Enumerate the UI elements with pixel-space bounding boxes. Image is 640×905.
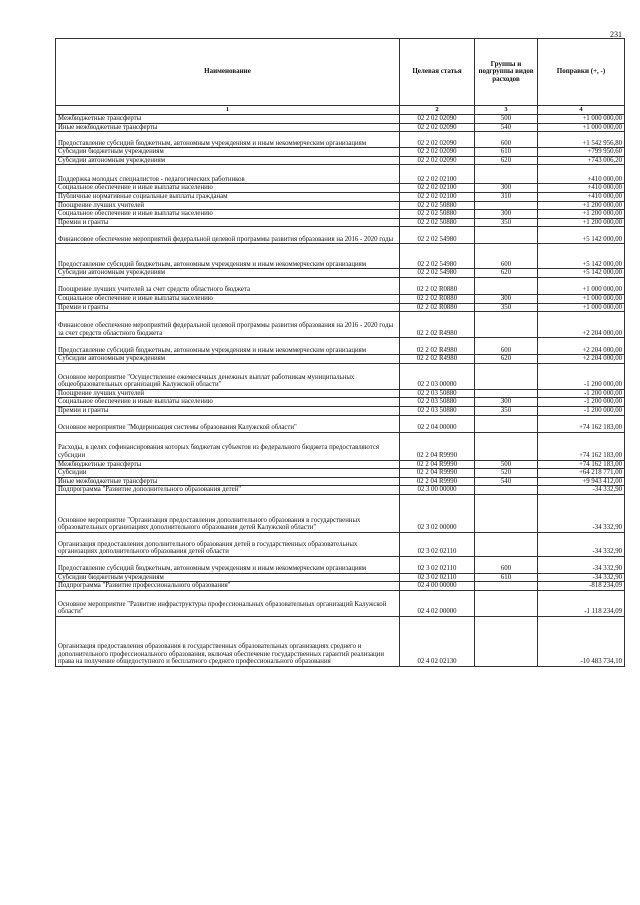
cell-target-code: 02 3 02 02110 xyxy=(400,573,475,582)
table-row xyxy=(56,201,625,210)
cell-target-code: 02 2 02 02090 xyxy=(400,156,475,165)
cell-name: Основное мероприятие "Развитие инфраструктуры профессиональных образовательных организаций Калужской области" xyxy=(56,591,400,617)
cell-amendment: -34 332,90 xyxy=(538,494,625,532)
cell-name: Социальное обеспечение и иные выплаты населению xyxy=(56,184,400,193)
cell-group xyxy=(475,494,538,532)
cell-group xyxy=(475,486,538,495)
cell-name: Премии и гранты xyxy=(56,303,400,312)
table-row xyxy=(56,132,625,148)
cell-target-code: 02 2 03 50880 xyxy=(400,398,475,407)
cell-name: Межбюджетные трансферты xyxy=(56,460,400,469)
table-row xyxy=(56,156,625,165)
table-row xyxy=(56,486,625,495)
cell-name: Предоставление субсидий бюджетным, автономным учреждениям и иным некоммерческим организациям xyxy=(56,244,400,269)
cell-name: Субсидии xyxy=(56,469,400,478)
cell-group xyxy=(475,432,538,460)
cell-amendment: +1 000 000,00 xyxy=(538,303,625,312)
header-amendment: Поправки (+, -) xyxy=(538,39,625,106)
cell-name: Премии и гранты xyxy=(56,218,400,227)
table-row xyxy=(56,494,625,532)
cell-amendment: +1 000 000,00 xyxy=(538,294,625,303)
cell-group xyxy=(475,617,538,667)
cell-name: Расходы, в целях софинансирования которых бюджетам субъектов из федерального бюджета предоставляются субсидии xyxy=(56,432,400,460)
cell-target-code: 02 2 02 54980 xyxy=(400,269,475,278)
cell-group xyxy=(475,277,538,294)
table-row xyxy=(56,582,625,591)
cell-amendment: +74 162 183,00 xyxy=(538,415,625,432)
cell-target-code: 02 2 02 54980 xyxy=(400,227,475,244)
cell-target-code: 02 2 03 00000 xyxy=(400,363,475,389)
cell-amendment: +1 000 000,00 xyxy=(538,115,625,124)
table-row xyxy=(56,389,625,398)
cell-amendment: +1 200 000,00 xyxy=(538,218,625,227)
cell-amendment: +64 218 771,00 xyxy=(538,469,625,478)
cell-target-code: 02 2 04 R9990 xyxy=(400,469,475,478)
cell-target-code: 02 2 02 R0880 xyxy=(400,294,475,303)
cell-group xyxy=(475,591,538,617)
cell-amendment: +1 200 000,00 xyxy=(538,201,625,210)
cell-target-code: 02 2 02 02100 xyxy=(400,184,475,193)
table-row xyxy=(56,192,625,201)
cell-amendment: +5 142 000,00 xyxy=(538,244,625,269)
cell-amendment: -1 200 000,00 xyxy=(538,389,625,398)
table-row xyxy=(56,363,625,389)
cell-name: Подпрограмма "Развитие дополнительного образования детей" xyxy=(56,486,400,495)
header-target: Целевая статья xyxy=(400,39,475,106)
col-number: 2 xyxy=(400,106,475,115)
table-row xyxy=(56,218,625,227)
cell-target-code: 02 2 04 00000 xyxy=(400,415,475,432)
table-row xyxy=(56,432,625,460)
cell-target-code: 02 2 03 50880 xyxy=(400,406,475,415)
cell-amendment: -34 332,90 xyxy=(538,532,625,556)
cell-amendment: +5 142 000,00 xyxy=(538,269,625,278)
cell-target-code: 02 2 03 50880 xyxy=(400,389,475,398)
cell-name: Поощрение лучших учителей xyxy=(56,201,400,210)
table-row xyxy=(56,303,625,312)
table-row xyxy=(56,398,625,407)
cell-amendment: +1 000 000,00 xyxy=(538,123,625,132)
cell-group: 500 xyxy=(475,115,538,124)
cell-amendment: +1 200 000,00 xyxy=(538,210,625,219)
cell-group xyxy=(475,415,538,432)
cell-target-code: 02 2 02 R4980 xyxy=(400,355,475,364)
table-row xyxy=(56,556,625,573)
cell-group: 300 xyxy=(475,398,538,407)
table-row xyxy=(56,573,625,582)
cell-group: 300 xyxy=(475,210,538,219)
cell-amendment: +2 204 000,00 xyxy=(538,338,625,355)
cell-group xyxy=(475,227,538,244)
cell-name: Поддержка молодых специалистов - педагогических работников xyxy=(56,165,400,184)
cell-target-code: 02 2 02 02100 xyxy=(400,165,475,184)
cell-amendment: +2 204 000,00 xyxy=(538,312,625,338)
cell-amendment: +74 162 183,00 xyxy=(538,432,625,460)
table-row xyxy=(56,477,625,486)
table-row xyxy=(56,469,625,478)
cell-group xyxy=(475,312,538,338)
table-row xyxy=(56,591,625,617)
cell-amendment: -818 234,09 xyxy=(538,582,625,591)
cell-target-code: 02 2 02 02090 xyxy=(400,132,475,148)
table-row xyxy=(56,184,625,193)
cell-amendment: +410 000,00 xyxy=(538,165,625,184)
cell-group xyxy=(475,532,538,556)
cell-group: 610 xyxy=(475,148,538,157)
cell-group xyxy=(475,363,538,389)
cell-target-code: 02 3 02 02110 xyxy=(400,532,475,556)
table-row xyxy=(56,210,625,219)
cell-group: 600 xyxy=(475,244,538,269)
cell-target-code: 02 3 02 02110 xyxy=(400,556,475,573)
cell-target-code: 02 2 04 R9990 xyxy=(400,432,475,460)
table-body xyxy=(56,115,625,667)
cell-amendment: -1 118 234,09 xyxy=(538,591,625,617)
cell-group: 600 xyxy=(475,338,538,355)
cell-group: 350 xyxy=(475,218,538,227)
cell-group: 300 xyxy=(475,184,538,193)
cell-name: Социальное обеспечение и иные выплаты населению xyxy=(56,294,400,303)
cell-group: 600 xyxy=(475,556,538,573)
cell-amendment: -34 332,90 xyxy=(538,556,625,573)
cell-name: Основное мероприятие "Модернизация системы образования Калужской области" xyxy=(56,415,400,432)
cell-amendment: +1 000 000,00 xyxy=(538,277,625,294)
budget-table xyxy=(55,38,625,667)
cell-name: Субсидии автономным учреждениям xyxy=(56,269,400,278)
cell-amendment: +410 000,00 xyxy=(538,192,625,201)
page-number: 231 xyxy=(610,30,622,39)
col-number: 3 xyxy=(475,106,538,115)
cell-amendment: +743 006,20 xyxy=(538,156,625,165)
cell-group: 520 xyxy=(475,469,538,478)
cell-name: Иные межбюджетные трансферты xyxy=(56,477,400,486)
cell-name: Социальное обеспечение и иные выплаты населению xyxy=(56,398,400,407)
cell-group: 350 xyxy=(475,406,538,415)
cell-amendment: -1 200 000,00 xyxy=(538,363,625,389)
cell-name: Предоставление субсидий бюджетным, автономным учреждениям и иным некоммерческим организациям xyxy=(56,556,400,573)
cell-group: 620 xyxy=(475,355,538,364)
cell-group: 620 xyxy=(475,269,538,278)
table-row xyxy=(56,338,625,355)
cell-amendment: -34 332,90 xyxy=(538,486,625,495)
cell-name: Премии и гранты xyxy=(56,406,400,415)
cell-name: Субсидии бюджетным учреждениям xyxy=(56,148,400,157)
cell-group: 310 xyxy=(475,192,538,201)
col-number: 4 xyxy=(538,106,625,115)
cell-name: Основное мероприятие "Организация предоставления дополнительного образования в государственных образовательных организациях дополнительного образования детей Калужской области" xyxy=(56,494,400,532)
cell-name: Организация предоставления образования в государственных образовательных организациях среднего и дополнительного профессионального образования, включая обеспечение государственных гарантий реализации права на получение общедоступного и бесплатного среднего профессионального образования xyxy=(56,617,400,667)
table-row xyxy=(56,148,625,157)
cell-amendment: -1 200 000,00 xyxy=(538,398,625,407)
table-row xyxy=(56,244,625,269)
table-row xyxy=(56,277,625,294)
cell-name: Подпрограмма "Развитие профессионального образования" xyxy=(56,582,400,591)
cell-name: Социальное обеспечение и иные выплаты населению xyxy=(56,210,400,219)
cell-amendment: +74 162 183,00 xyxy=(538,460,625,469)
cell-target-code: 02 2 04 R9990 xyxy=(400,477,475,486)
table-row xyxy=(56,406,625,415)
cell-name: Поощрение лучших учителей xyxy=(56,389,400,398)
cell-target-code: 02 2 02 R4980 xyxy=(400,312,475,338)
table-row xyxy=(56,294,625,303)
cell-target-code: 02 2 02 R0880 xyxy=(400,303,475,312)
table-row xyxy=(56,227,625,244)
table-row xyxy=(56,355,625,364)
cell-name: Иные межбюджетные трансферты xyxy=(56,123,400,132)
cell-group xyxy=(475,165,538,184)
cell-group: 540 xyxy=(475,477,538,486)
header-name: Наименование xyxy=(56,39,400,106)
cell-amendment: +5 142 000,00 xyxy=(538,227,625,244)
cell-name: Субсидии автономным учреждениям xyxy=(56,355,400,364)
cell-target-code: 02 2 02 54980 xyxy=(400,244,475,269)
cell-amendment: -10 483 734,10 xyxy=(538,617,625,667)
cell-amendment: -1 200 000,00 xyxy=(538,406,625,415)
cell-group: 500 xyxy=(475,460,538,469)
cell-group: 350 xyxy=(475,303,538,312)
table-header-row xyxy=(56,39,625,106)
table-row xyxy=(56,617,625,667)
cell-name: Публичные нормативные социальные выплаты гражданам xyxy=(56,192,400,201)
cell-group: 300 xyxy=(475,294,538,303)
cell-amendment: +799 950,60 xyxy=(538,148,625,157)
column-number-row xyxy=(56,106,625,115)
cell-name: Предоставление субсидий бюджетным, автономным учреждениям и иным некоммерческим организациям xyxy=(56,132,400,148)
cell-amendment: -34 332,90 xyxy=(538,573,625,582)
cell-group: 540 xyxy=(475,123,538,132)
cell-name: Субсидии автономным учреждениям xyxy=(56,156,400,165)
cell-target-code: 02 2 02 50880 xyxy=(400,201,475,210)
cell-target-code: 02 2 02 50880 xyxy=(400,210,475,219)
cell-target-code: 02 2 02 02090 xyxy=(400,115,475,124)
cell-name: Межбюджетные трансферты xyxy=(56,115,400,124)
cell-target-code: 02 2 04 R9990 xyxy=(400,460,475,469)
cell-amendment: +2 204 000,00 xyxy=(538,355,625,364)
table-row xyxy=(56,123,625,132)
cell-name: Субсидии бюджетным учреждениям xyxy=(56,573,400,582)
table-row xyxy=(56,165,625,184)
header-group: Группы и подгруппы видов расходов xyxy=(475,39,538,106)
col-number: 1 xyxy=(56,106,400,115)
table-row xyxy=(56,115,625,124)
cell-group xyxy=(475,201,538,210)
cell-target-code: 02 4 02 00000 xyxy=(400,591,475,617)
cell-group xyxy=(475,582,538,591)
cell-target-code: 02 2 02 50880 xyxy=(400,218,475,227)
cell-target-code: 02 4 02 02130 xyxy=(400,617,475,667)
cell-group: 600 xyxy=(475,132,538,148)
cell-target-code: 02 2 02 02090 xyxy=(400,148,475,157)
cell-group xyxy=(475,389,538,398)
cell-name: Поощрение лучших учителей за счет средств областного бюджета xyxy=(56,277,400,294)
table-row xyxy=(56,415,625,432)
cell-target-code: 02 2 02 R4980 xyxy=(400,338,475,355)
cell-group: 620 xyxy=(475,156,538,165)
table-row xyxy=(56,312,625,338)
cell-amendment: +9 943 412,00 xyxy=(538,477,625,486)
cell-target-code: 02 2 02 R0880 xyxy=(400,277,475,294)
cell-target-code: 02 3 02 00000 xyxy=(400,494,475,532)
cell-name: Организация предоставления дополнительного образования детей в государственных образовательных организациях дополнительного образования детей области xyxy=(56,532,400,556)
cell-group: 610 xyxy=(475,573,538,582)
table-row xyxy=(56,532,625,556)
cell-amendment: +1 542 956,80 xyxy=(538,132,625,148)
table-row xyxy=(56,269,625,278)
cell-name: Финансовое обеспечение мероприятий федеральной целевой программы развития образования на 2016 - 2020 годы xyxy=(56,227,400,244)
cell-amendment: +410 000,00 xyxy=(538,184,625,193)
cell-target-code: 02 2 02 02100 xyxy=(400,192,475,201)
cell-target-code: 02 3 00 00000 xyxy=(400,486,475,495)
cell-name: Финансовое обеспечение мероприятий федеральной целевой программы развития образования на 2016 - 2020 годы за счет средств областного бюджета xyxy=(56,312,400,338)
table-row xyxy=(56,460,625,469)
cell-target-code: 02 4 00 00000 xyxy=(400,582,475,591)
cell-name: Предоставление субсидий бюджетным, автономным учреждениям и иным некоммерческим организациям xyxy=(56,338,400,355)
cell-name: Основное мероприятие "Осуществление ежемесячных денежных выплат работникам муниципальных общеобразовательных организаций Калужской области" xyxy=(56,363,400,389)
cell-target-code: 02 2 02 02090 xyxy=(400,123,475,132)
